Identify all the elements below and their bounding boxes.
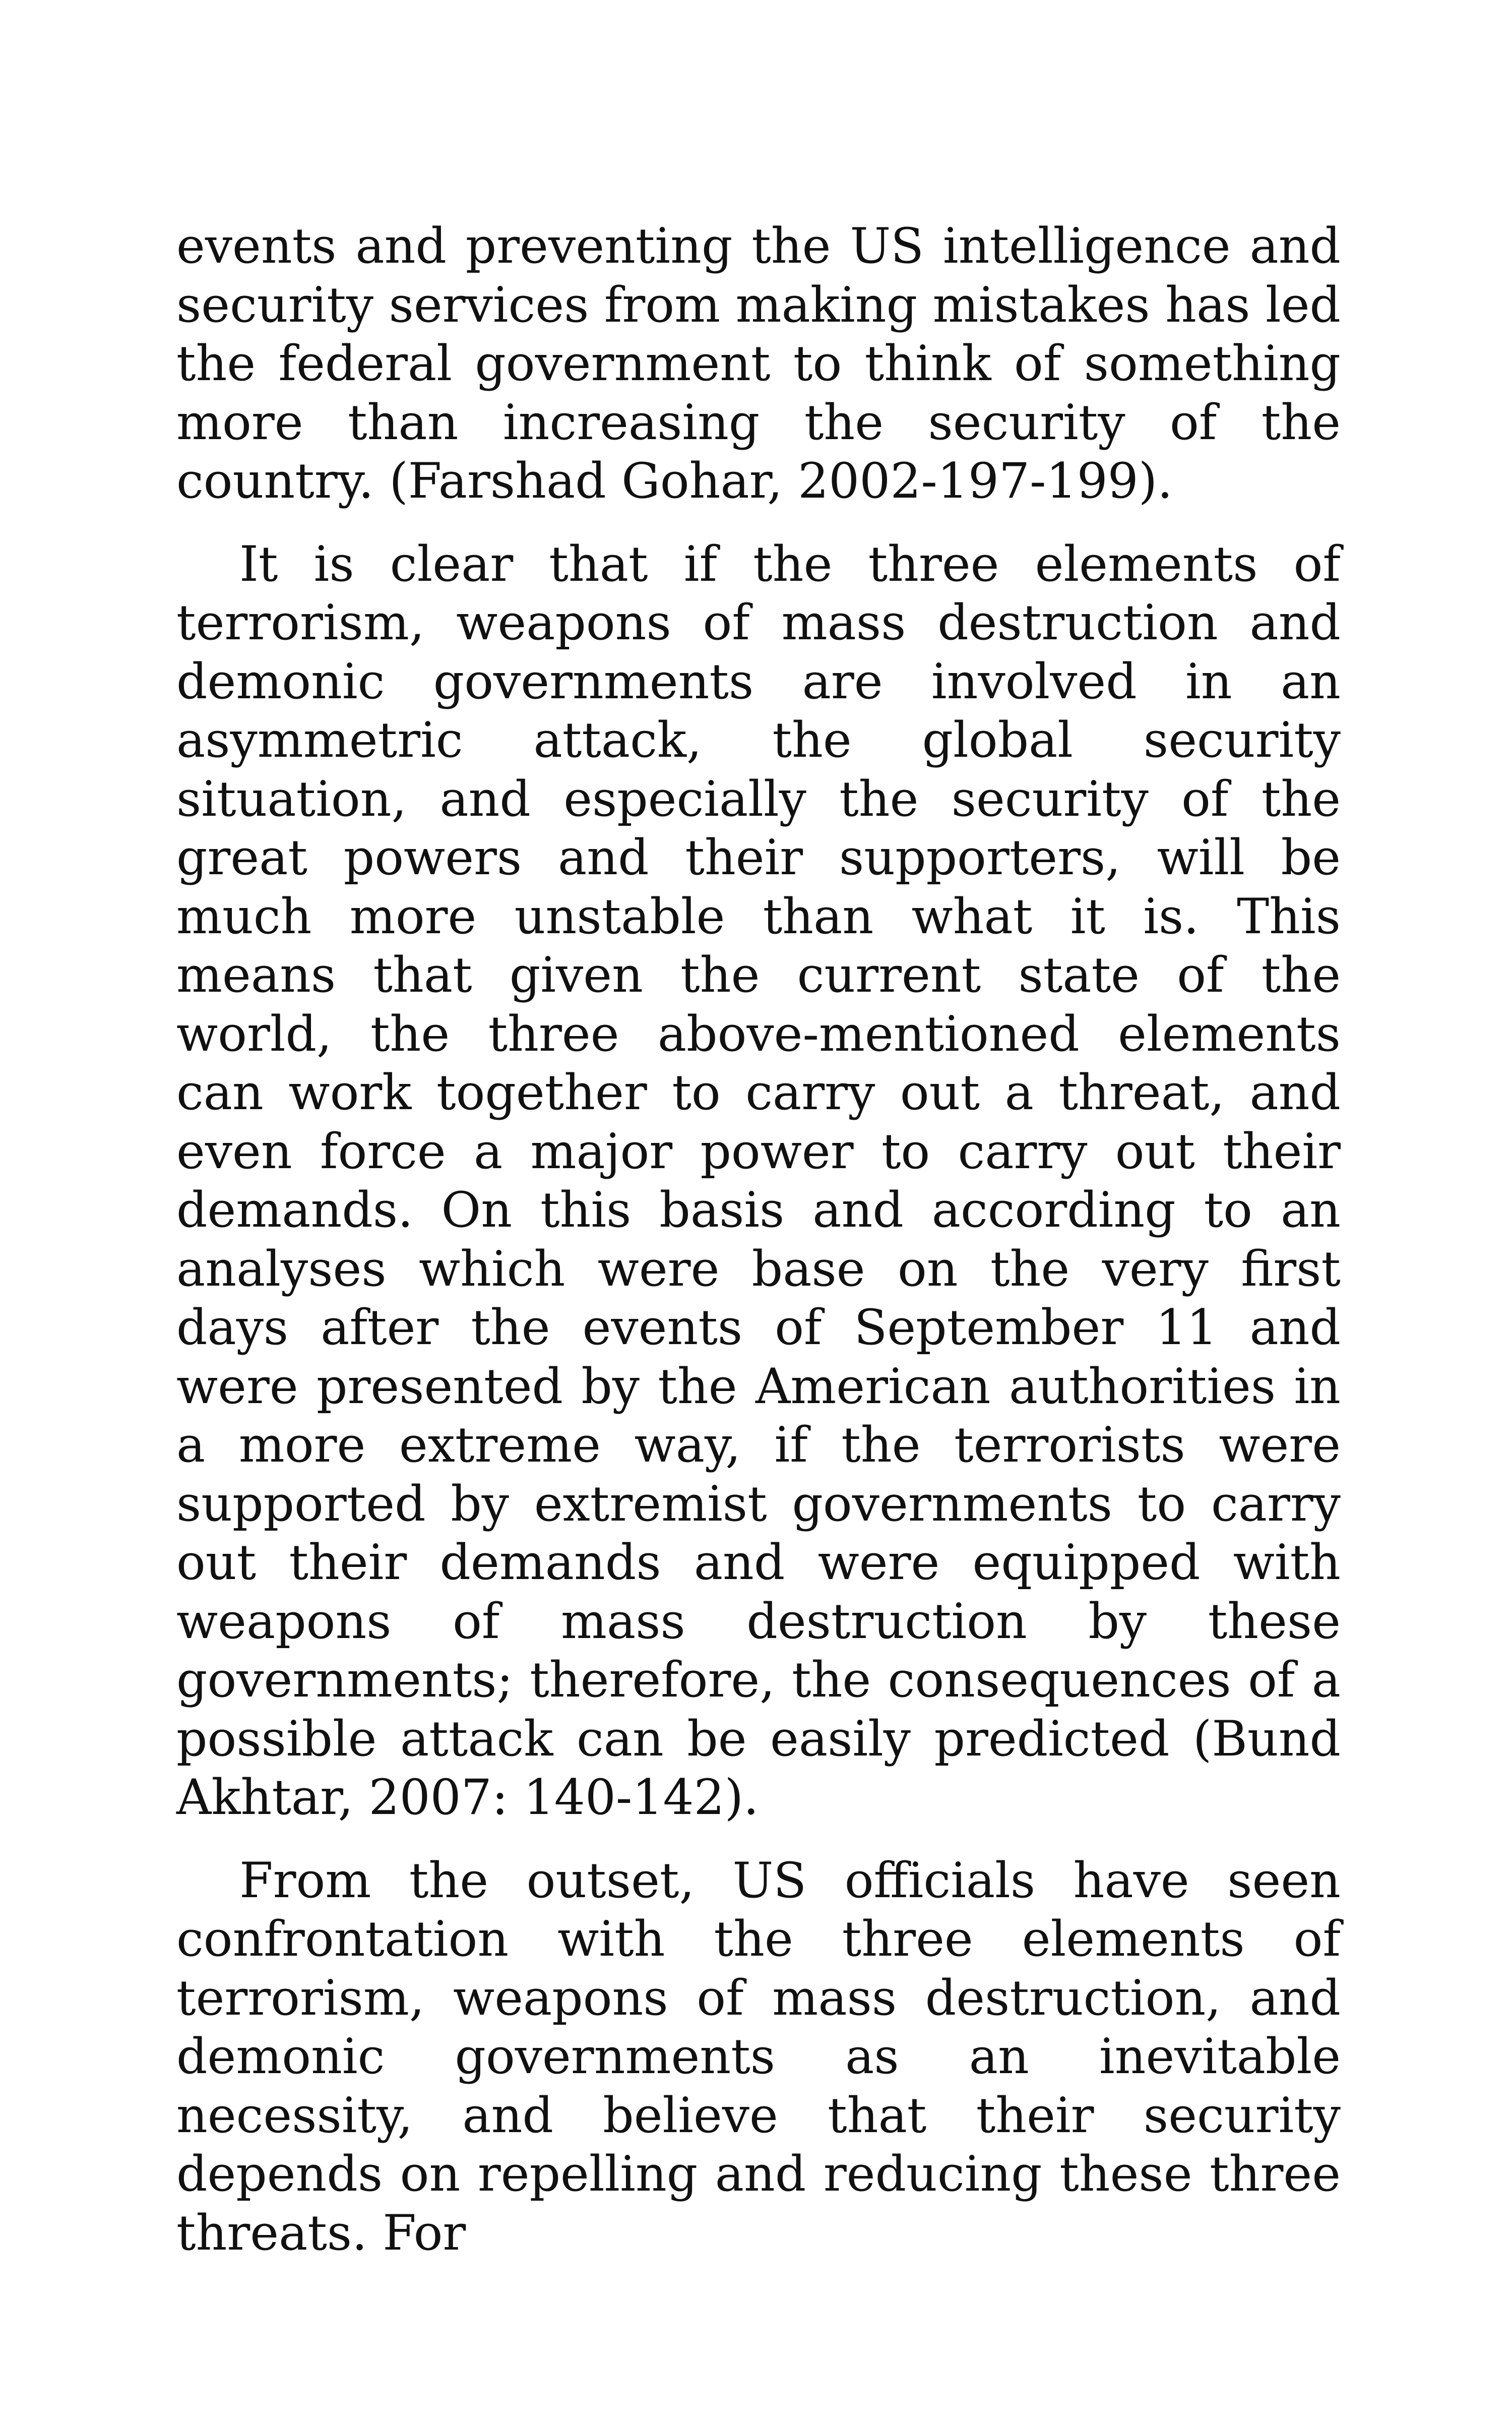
- paragraph-continuation: events and preventing the US intelligence and security services from making mistakes has led the federal government to think of something more than increasing the security of the country. (Farshad Gohar, 2002-197-199).: [176, 218, 1341, 509]
- paragraph-three-elements: It is clear that if the three elements of terrorism, weapons of mass destruction and demonic governments are involved in an asymmetric attack, the global security situation, and especially the security of the great powers and their supporters, will be much more unstable than what it is. This means that given the current state of the world, the three above-mentioned elements can work together to carry out a threat, and even force a major power to carry out their demands. On this basis and according to an analyses which were base on the very first days after the events of September 11 and were presented by the American authorities in a more extreme way, if the terrorists were supported by extremist governments to carry out their demands and were equipped with weapons of mass destruction by these governments; therefore, the consequences of a possible attack can be easily predicted (Bund Akhtar, 2007: 140-142).: [176, 535, 1341, 1826]
- paragraph-us-officials: From the outset, US officials have seen confrontation with the three elements of terrorism, weapons of mass destruction, and demonic governments as an inevitable necessity, and believe that their security depends on repelling and reducing these three threats. For: [176, 1852, 1341, 2261]
- body-text: [176, 217, 1341, 2286]
